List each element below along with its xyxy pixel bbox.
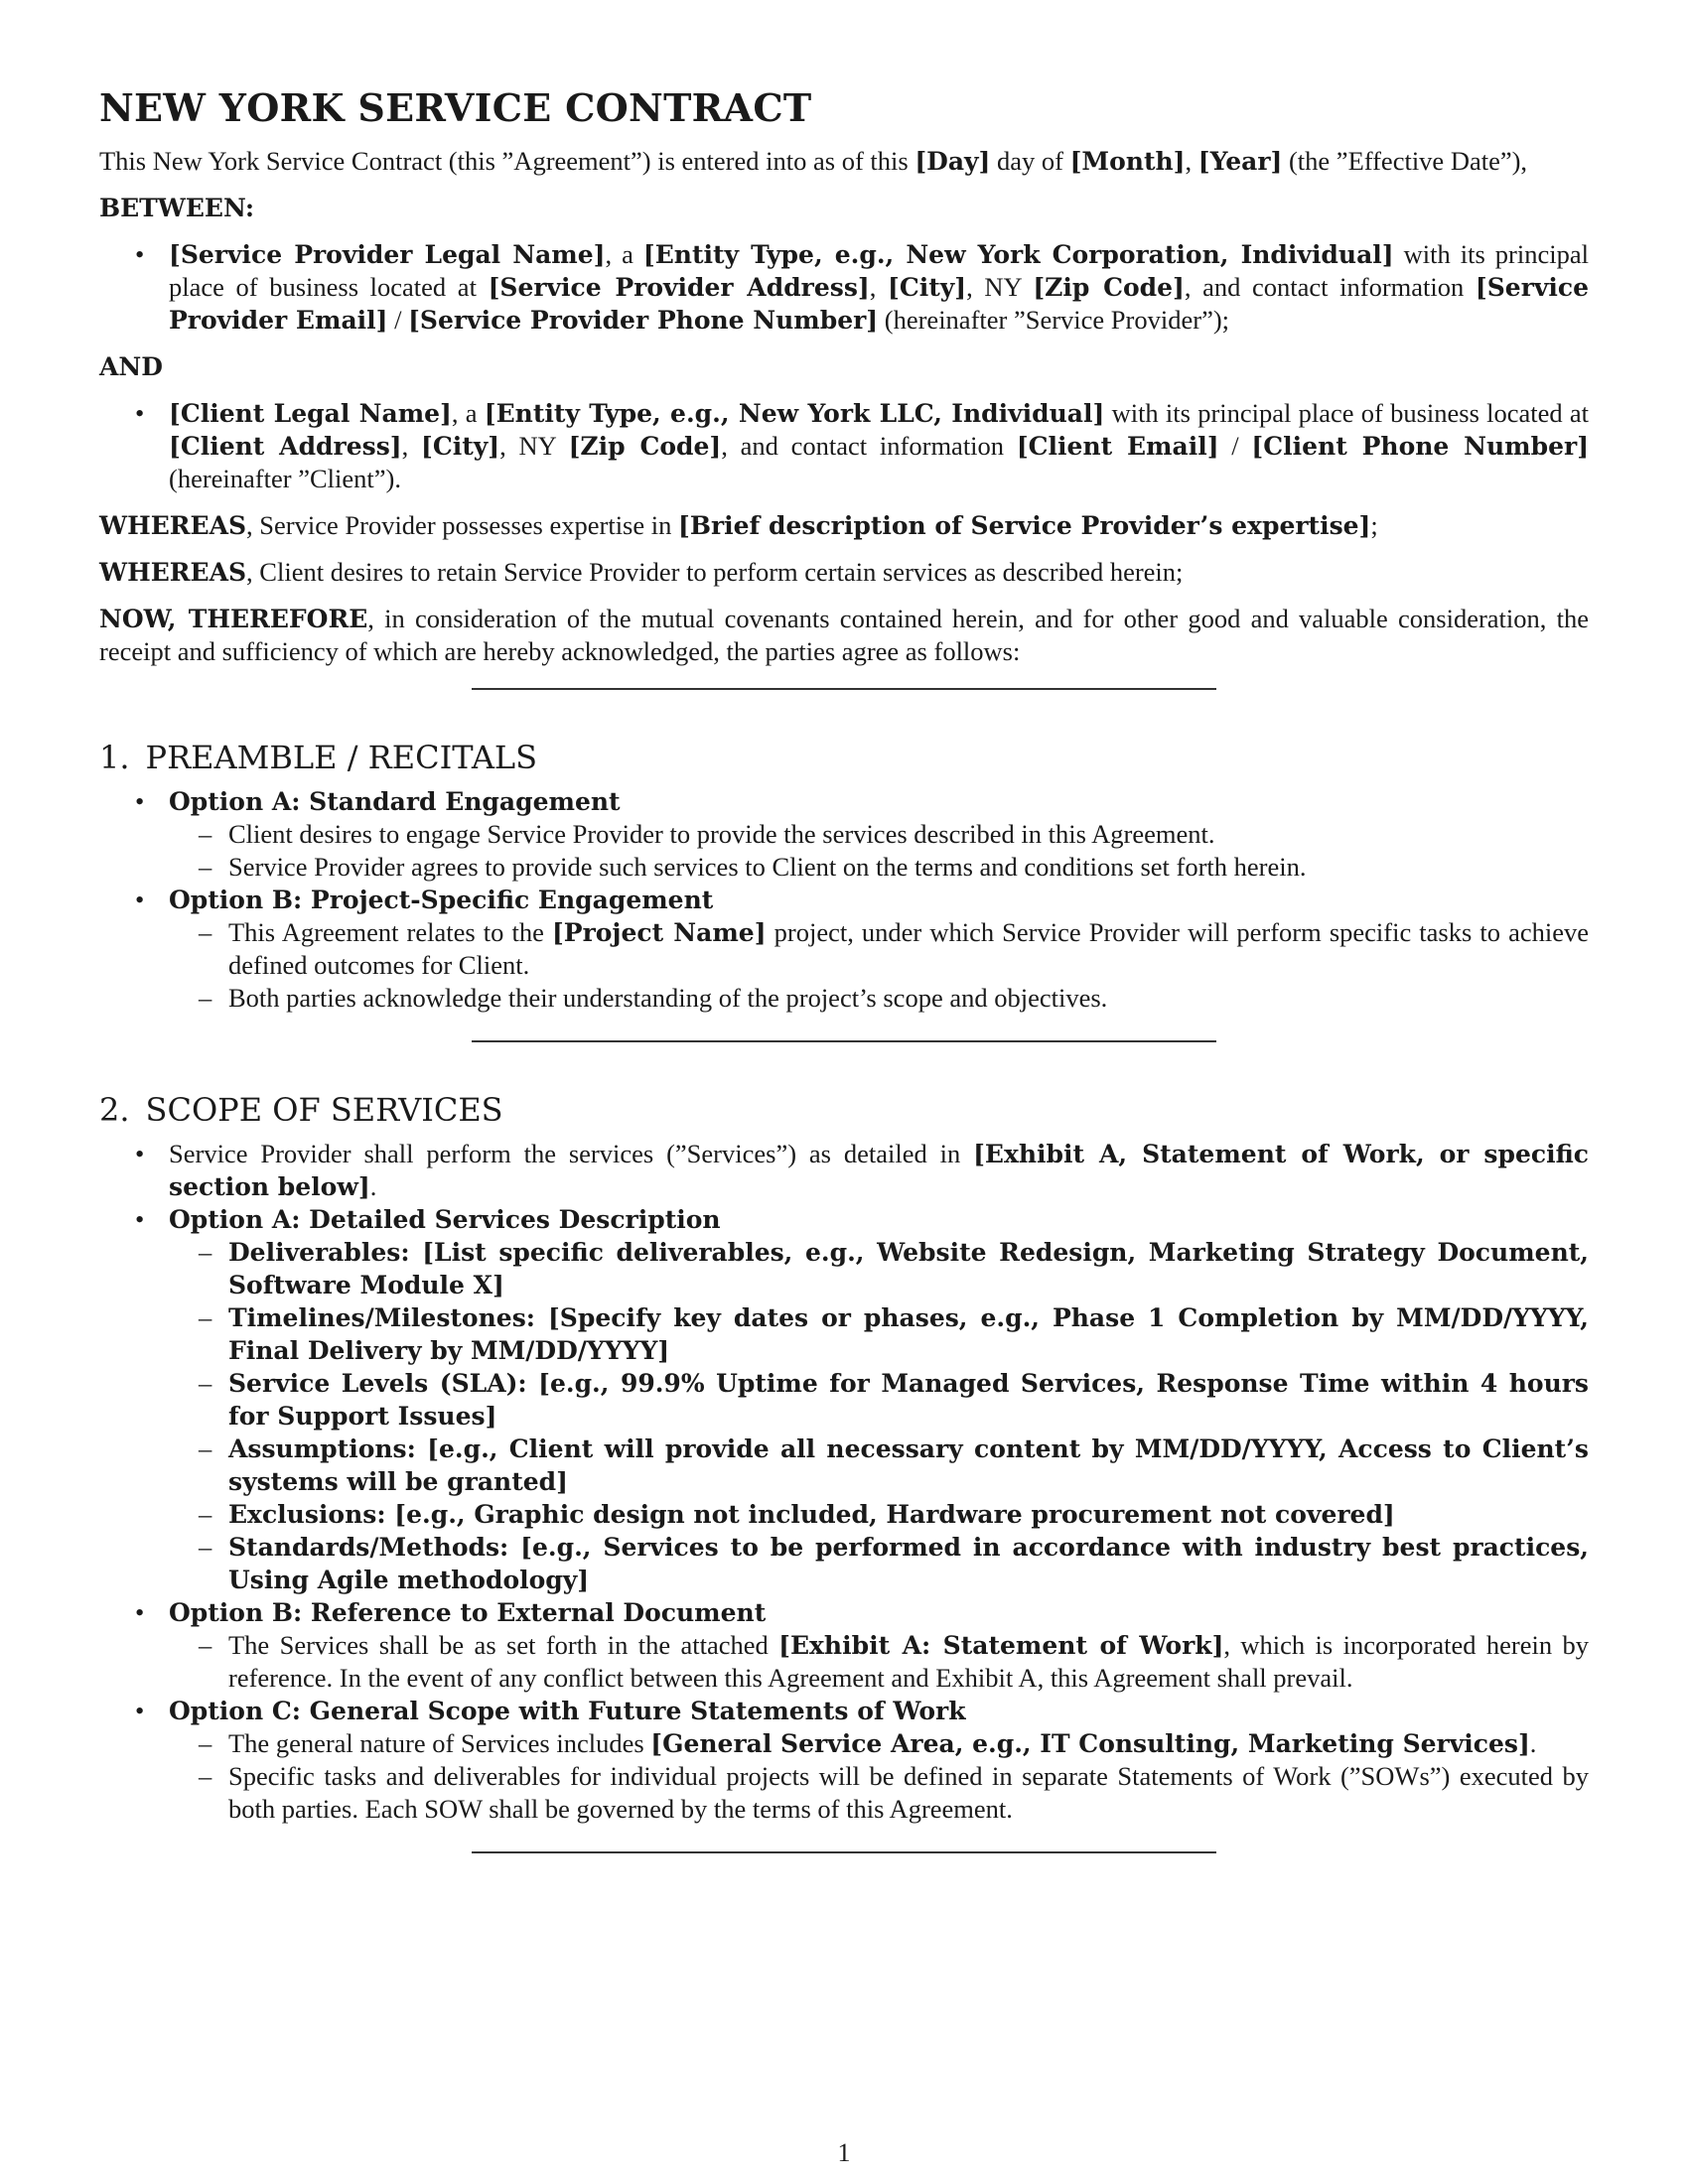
year-placeholder: [Year] xyxy=(1197,147,1283,176)
list-item: – Standards/Methods: [e.g., Services to be performed in accordance with industry best practices, Using Agile methodology] xyxy=(169,1531,1589,1596)
client-party-item: • [Client Legal Name], a [Entity Type, e.g., New York LLC, Individual] with its principal place of business located at [Client Address], [City], NY [Zip Code], and contact information [Client Email] / [Client Phone Number] (hereinafter ”Client”). xyxy=(99,397,1589,495)
option-b-list xyxy=(169,916,1589,1015)
section-1-heading: 1. PREAMBLE / RECITALS xyxy=(99,739,538,776)
option-a-list xyxy=(169,1236,1589,1596)
client-entity-placeholder: [Entity Type, e.g., New York LLC, Individual] xyxy=(484,399,1105,428)
provider-name-placeholder: [Service Provider Legal Name] xyxy=(169,240,606,269)
provider-party-item: • [Service Provider Legal Name], a [Entity Type, e.g., New York Corporation, Individual] with its principal place of business located at [Service Provider Address], [City], NY [Zip Code], and contact information [Service Provider Email] / [Service Provider Phone Number] (hereinafter ”Service Provider”); xyxy=(99,238,1589,337)
month-placeholder: [Month] xyxy=(1069,147,1186,176)
list-item: – Deliverables: [List specific deliverables, e.g., Website Redesign, Marketing Strategy Document, Software Module X] xyxy=(169,1236,1589,1301)
option-c-list xyxy=(169,1727,1589,1826)
list-item: – Assumptions: [e.g., Client will provide all necessary content by MM/DD/YYYY, Access to Client’s systems will be granted] xyxy=(169,1433,1589,1498)
list-item: – Service Provider agrees to provide such services to Client on the terms and conditions set forth herein. xyxy=(169,851,1589,884)
page-number: 1 xyxy=(837,2138,851,2167)
client-address-placeholder: [Client Address] xyxy=(169,432,402,461)
section-divider xyxy=(472,1851,1216,1853)
client-name-placeholder: [Client Legal Name] xyxy=(169,399,452,428)
provider-entity-placeholder: [Entity Type, e.g., New York Corporation, Individual] xyxy=(642,240,1394,269)
whereas-retain-paragraph: WHEREAS, Client desires to retain Service Provider to perform certain services as described herein; xyxy=(99,557,1184,587)
client-zip-placeholder: [Zip Code] xyxy=(568,432,722,461)
exhibit-a-placeholder: [Exhibit A: Statement of Work] xyxy=(778,1631,1224,1660)
list-item: – Client desires to engage Service Provider to provide the services described in this Agreement. xyxy=(169,818,1589,851)
provider-email-placeholder: [Service Provider Email] xyxy=(169,273,1590,335)
list-item: – Service Levels (SLA): [e.g., 99.9% Uptime for Managed Services, Response Time within 4 hours for Support Issues] xyxy=(169,1367,1589,1433)
option-a-item xyxy=(99,785,1589,884)
provider-city-placeholder: [City] xyxy=(888,273,967,302)
services-item: • Service Provider shall perform the services (”Services”) as detailed in [Exhibit A, Statement of Work, or specific section below]. xyxy=(99,1138,1589,1203)
option-b-label: Option B: Project-Specific Engagement xyxy=(169,886,714,914)
document-title: NEW YORK SERVICE CONTRACT xyxy=(99,85,812,130)
list-item: – The general nature of Services includes [General Service Area, e.g., IT Consulting, Marketing Services]. xyxy=(169,1727,1589,1760)
provider-list xyxy=(99,238,1589,337)
option-b-item xyxy=(99,884,1589,1015)
option-c-label: Option C: General Scope with Future Statements of Work xyxy=(169,1697,966,1725)
expertise-placeholder: [Brief description of Service Provider’s expertise] xyxy=(678,511,1371,540)
and-label: AND xyxy=(99,352,163,381)
provider-phone-placeholder: [Service Provider Phone Number] xyxy=(408,306,879,335)
client-list xyxy=(99,397,1589,495)
contract-page xyxy=(99,85,1589,1853)
section-divider xyxy=(472,1040,1216,1042)
list-item: – Both parties acknowledge their understanding of the project’s scope and objectives. xyxy=(169,982,1589,1015)
option-b-item xyxy=(99,1596,1589,1695)
list-item: – Exclusions: [e.g., Graphic design not included, Hardware procurement not covered] xyxy=(169,1498,1589,1531)
list-item: – Specific tasks and deliverables for individual projects will be defined in separate Statements of Work (”SOWs”) executed by both parties. Each SOW shall be governed by the terms of this Agreement. xyxy=(169,1760,1589,1826)
between-label: BETWEEN: xyxy=(99,194,255,222)
now-therefore-paragraph: NOW, THEREFORE, in consideration of the mutual covenants contained herein, and for other good and valuable consideration, the receipt and sufficiency of which are hereby acknowledged, the parties agree as follows: xyxy=(99,604,1590,666)
service-area-placeholder: [General Service Area, e.g., IT Consulting, Marketing Services] xyxy=(650,1729,1530,1758)
whereas-expertise-paragraph: WHEREAS, Service Provider possesses expertise in [Brief description of Service Provider’s expertise]; xyxy=(99,510,1378,540)
client-phone-placeholder: [Client Phone Number] xyxy=(1251,432,1590,461)
option-b-label: Option B: Reference to External Document xyxy=(169,1598,767,1627)
list-item: – Timelines/Milestones: [Specify key dates or phases, e.g., Phase 1 Completion by MM/DD/YYYY, Final Delivery by MM/DD/YYYY] xyxy=(169,1301,1589,1367)
section-divider xyxy=(472,688,1216,690)
client-city-placeholder: [City] xyxy=(421,432,500,461)
option-b-list xyxy=(169,1629,1589,1695)
day-placeholder: [Day] xyxy=(914,147,991,176)
project-name-placeholder: [Project Name] xyxy=(551,918,767,947)
option-a-item xyxy=(99,1203,1589,1596)
list-item: – The Services shall be as set forth in the attached [Exhibit A: Statement of Work], which is incorporated herein by reference. In the event of any conflict between this Agreement and Exhibit A, this Agreement shall prevail. xyxy=(169,1629,1589,1695)
option-a-label: Option A: Detailed Services Description xyxy=(169,1205,721,1234)
section-2-heading: 2. SCOPE OF SERVICES xyxy=(99,1091,503,1129)
section-1-options xyxy=(99,785,1589,1015)
option-c-item xyxy=(99,1695,1589,1826)
client-email-placeholder: [Client Email] xyxy=(1016,432,1219,461)
provider-zip-placeholder: [Zip Code] xyxy=(1033,273,1185,302)
option-a-list xyxy=(169,818,1589,884)
provider-address-placeholder: [Service Provider Address] xyxy=(488,273,870,302)
section-2-options xyxy=(99,1138,1589,1826)
exhibit-placeholder: [Exhibit A, Statement of Work, or specific section below] xyxy=(169,1140,1589,1201)
list-item: – This Agreement relates to the [Project Name] project, under which Service Provider will perform specific tasks to achieve defined outcomes for Client. xyxy=(169,916,1589,982)
intro-paragraph: This New York Service Contract (this ”Agreement”) is entered into as of this [Day] day of [Month], [Year] (the ”Effective Date”), xyxy=(99,146,1528,176)
option-a-label: Option A: Standard Engagement xyxy=(169,787,621,816)
